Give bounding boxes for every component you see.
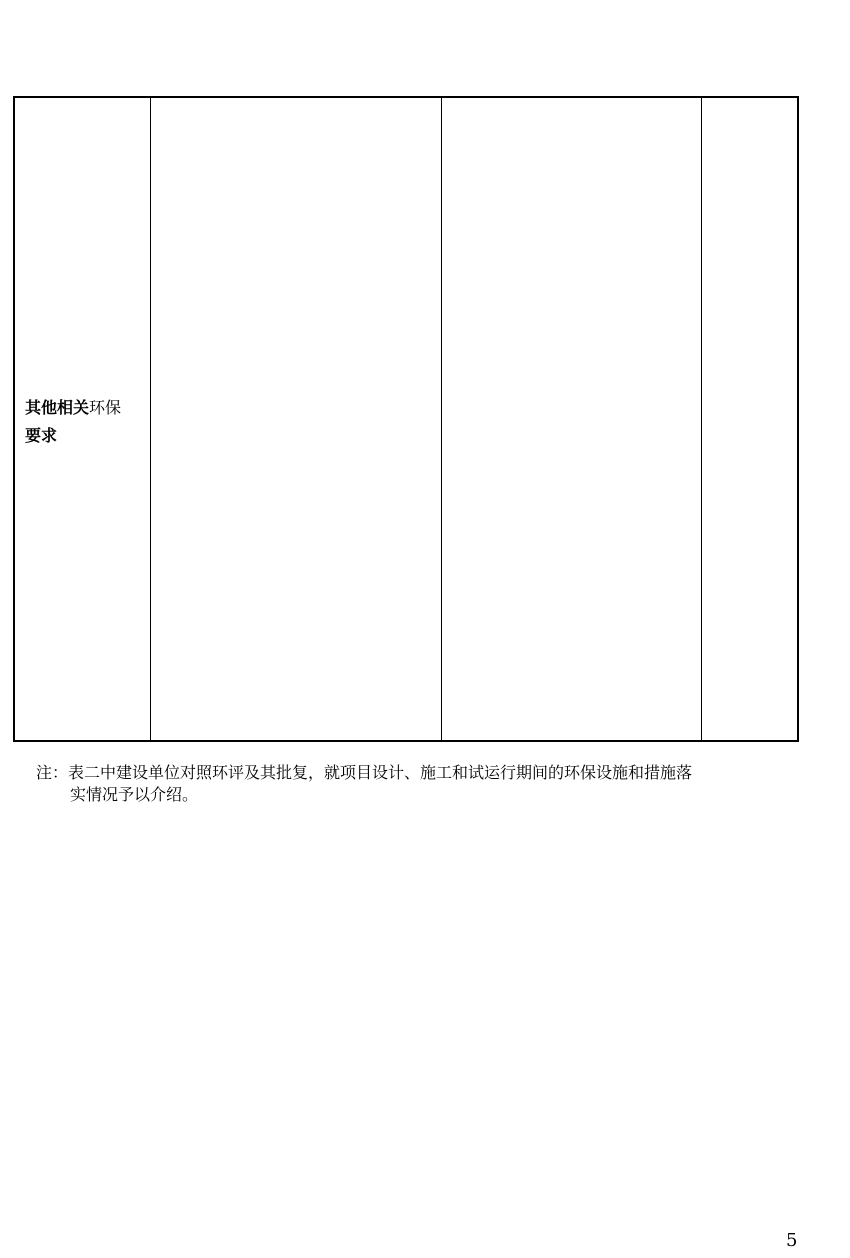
row-label-line2: 要求 <box>25 426 58 445</box>
page-number: 5 <box>786 1230 798 1251</box>
column-divider-1 <box>150 98 151 740</box>
table-note <box>36 762 816 806</box>
column-divider-2 <box>441 98 442 740</box>
row-label-bold-part: 其他相关 <box>25 398 90 417</box>
row-label-normal-part: 环保 <box>89 398 122 417</box>
requirements-table <box>13 96 799 742</box>
row-label-other-env-requirements <box>25 394 150 450</box>
column-divider-3 <box>701 98 702 740</box>
note-line-2: 实情况予以介绍。 <box>70 785 199 804</box>
note-line-1: 注：表二中建设单位对照环评及其批复，就项目设计、施工和试运行期间的环保设施和措施落 <box>36 763 693 782</box>
